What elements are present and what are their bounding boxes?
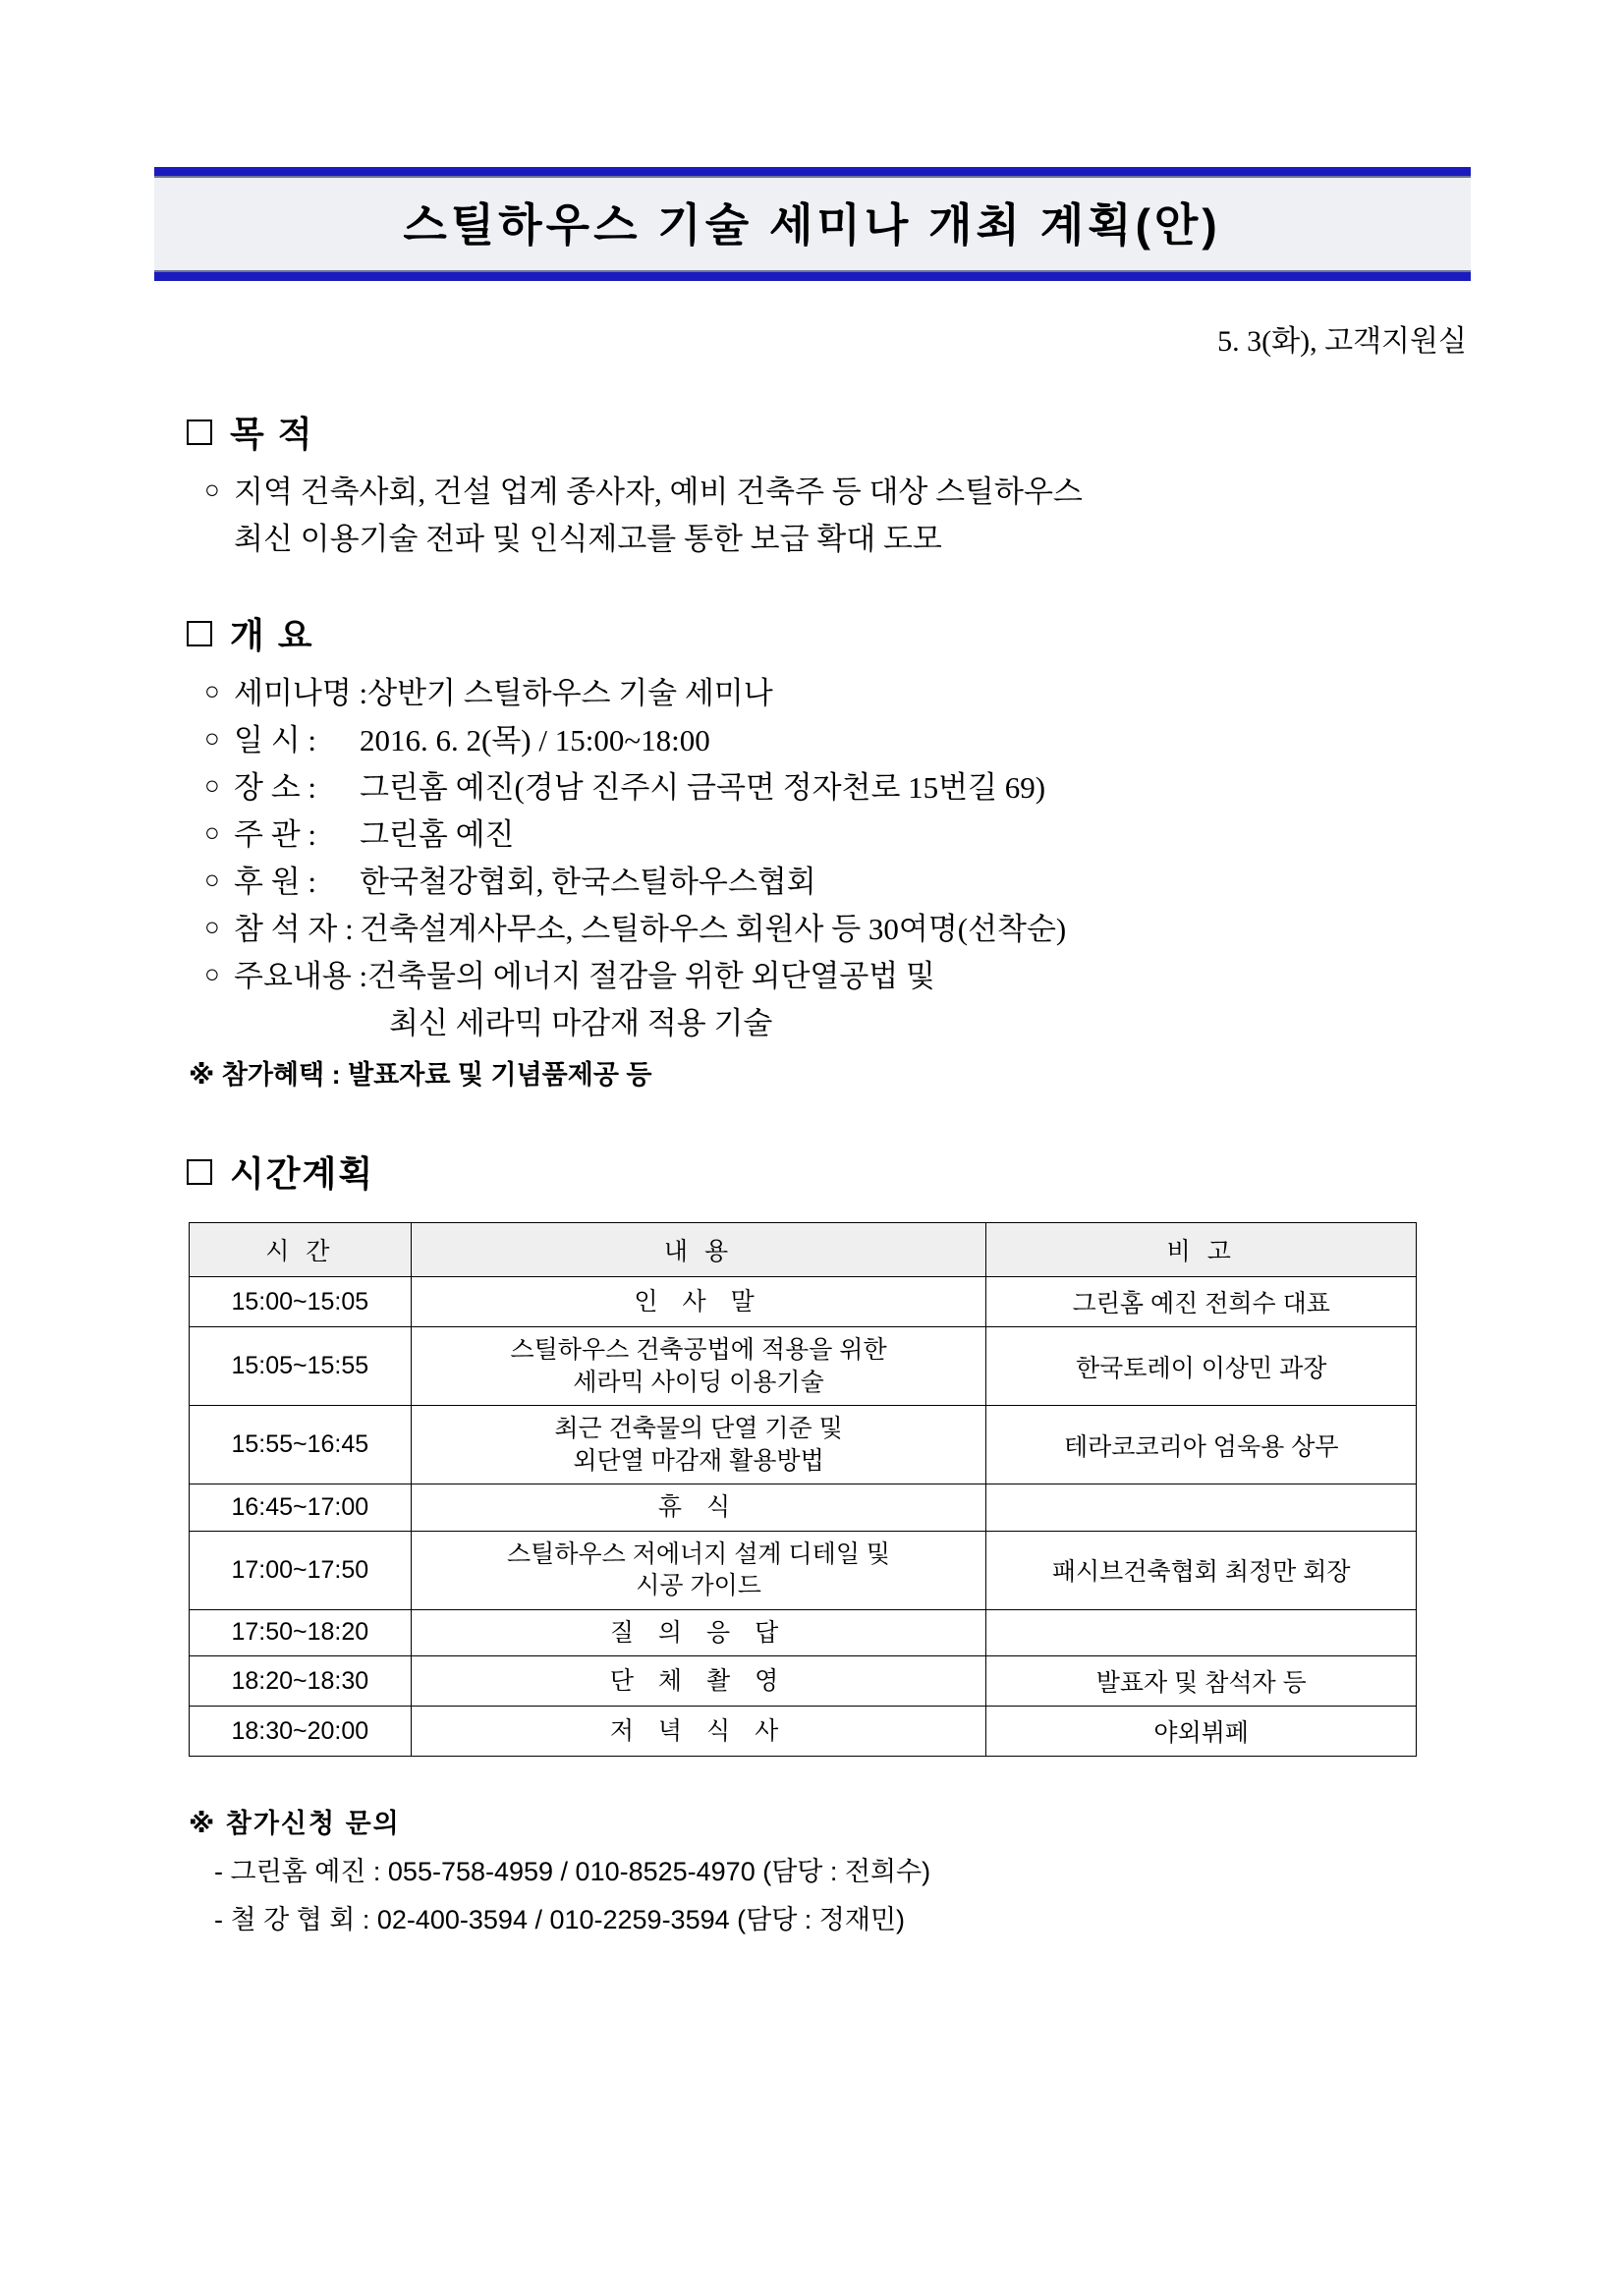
- cell-content: 저 녁 식 사: [411, 1707, 986, 1757]
- cell-time: 18:30~20:00: [190, 1707, 412, 1757]
- list-item: [204, 672, 1477, 715]
- item-value: 상반기 스틸하우스 기술 세미나: [367, 676, 773, 711]
- list-item: ○ 지역 건축사회, 건설 업계 종사자, 예비 건축주 등 대상 스틸하우스: [204, 471, 1477, 514]
- item-label: 참 석 자 :: [234, 912, 354, 947]
- cell-content: 스틸하우스 저에너지 설계 디테일 및 시공 가이드: [411, 1531, 986, 1609]
- item-label: 세미나명 :: [234, 676, 368, 711]
- document-subtitle: 5. 3(화), 고객지원실: [1217, 325, 1467, 358]
- cell-time: 15:55~16:45: [190, 1406, 412, 1484]
- cell-time: 15:05~15:55: [190, 1327, 412, 1406]
- table-row: [190, 1656, 1417, 1707]
- table-row: [190, 1531, 1417, 1609]
- item-value: 건축물의 에너지 절감을 위한 외단열공법 및: [367, 959, 935, 994]
- item-label: 주요내용 :: [234, 959, 368, 994]
- page-title: 스틸하우스 기술 세미나 개최 계획(안): [403, 199, 1221, 251]
- cell-remark: 그린홈 예진 전희수 대표: [986, 1277, 1417, 1327]
- cell-time: 18:20~18:30: [190, 1656, 412, 1707]
- item-value: 한국철강협회, 한국스틸하우스협회: [360, 865, 816, 900]
- table-header-row: [190, 1223, 1417, 1277]
- item-label: 주 관 :: [234, 817, 317, 853]
- schedule-table: [189, 1222, 1417, 1757]
- list-item-continuation: 최신 세라믹 마감재 적용 기술: [389, 1006, 773, 1041]
- circle-bullet-icon: ○: [204, 913, 220, 942]
- list-item: [204, 955, 1477, 998]
- cell-content: 단 체 촬 영: [411, 1656, 986, 1707]
- circle-bullet-icon: ○: [204, 866, 220, 895]
- cell-time: 16:45~17:00: [190, 1484, 412, 1532]
- list-item: [204, 719, 1477, 762]
- cell-time: 17:50~18:20: [190, 1609, 412, 1656]
- table-row: [190, 1406, 1417, 1484]
- list-item: [204, 813, 1477, 857]
- column-header-content: 내 용: [411, 1223, 986, 1277]
- section-overview-body: [147, 672, 1477, 1045]
- list-item: [204, 861, 1477, 904]
- cell-remark: 발표자 및 참석자 등: [986, 1656, 1417, 1707]
- cell-remark: 한국토레이 이상민 과장: [986, 1327, 1417, 1406]
- cell-remark: 패시브건축협회 최정만 회장: [986, 1531, 1417, 1609]
- section-purpose-body: [147, 471, 1477, 561]
- section-overview-heading: 개 요: [147, 608, 1477, 658]
- cell-content: 인 사 말: [411, 1277, 986, 1327]
- section-purpose: [147, 407, 1477, 561]
- circle-bullet-icon: ○: [204, 677, 220, 706]
- item-label: 일 시 :: [234, 723, 317, 758]
- section-schedule-heading: 시간계획: [147, 1147, 1477, 1197]
- square-bullet-icon: [187, 1159, 212, 1185]
- table-row: [190, 1609, 1417, 1656]
- column-header-remark: 비 고: [986, 1223, 1417, 1277]
- cell-content: 질 의 응 답: [411, 1609, 986, 1656]
- circle-bullet-icon: ○: [204, 724, 220, 754]
- circle-bullet-icon: ○: [204, 771, 220, 801]
- column-header-time: 시 간: [190, 1223, 412, 1277]
- square-bullet-icon: [187, 420, 212, 445]
- contact-row: - 그린홈 예진 : 055-758-4959 / 010-8525-4970 (담당 : 전희수): [214, 1857, 931, 1887]
- cell-time: 15:00~15:05: [190, 1277, 412, 1327]
- circle-bullet-icon: ○: [204, 960, 220, 989]
- title-banner: [154, 167, 1471, 281]
- item-label: 후 원 :: [234, 865, 317, 900]
- item-label: 장 소 :: [234, 770, 317, 806]
- contact-heading: ※ 참가신청 문의: [189, 1809, 401, 1839]
- section-overview: [147, 608, 1477, 1092]
- contact-row: - 철 강 협 회 : 02-400-3594 / 010-2259-3594 (담당 : 정재민): [214, 1905, 906, 1935]
- table-row: [190, 1277, 1417, 1327]
- cell-content: 최근 건축물의 단열 기준 및 외단열 마감재 활용방법: [411, 1406, 986, 1484]
- circle-bullet-icon: ○: [204, 476, 220, 504]
- benefit-note: ※ 참가혜택 : 발표자료 및 기념품제공 등: [189, 1060, 652, 1091]
- cell-content: 스틸하우스 건축공법에 적용을 위한 세라믹 사이딩 이용기술: [411, 1327, 986, 1406]
- cell-remark: [986, 1609, 1417, 1656]
- cell-remark: 테라코코리아 엄욱용 상무: [986, 1406, 1417, 1484]
- circle-bullet-icon: ○: [204, 818, 220, 848]
- square-bullet-icon: [187, 621, 212, 646]
- table-row: [190, 1484, 1417, 1532]
- item-value: 그린홈 예진(경남 진주시 금곡면 정자천로 15번길 69): [360, 770, 1046, 806]
- list-item-continuation: 최신 이용기술 전파 및 인식제고를 통한 보급 확대 도모: [234, 522, 942, 557]
- list-item: [204, 766, 1477, 810]
- schedule-table-wrapper: [147, 1222, 1477, 1757]
- item-value: 그린홈 예진: [360, 817, 515, 853]
- cell-content: 휴 식: [411, 1484, 986, 1532]
- contact-block: [147, 1802, 1477, 1936]
- section-schedule: [147, 1147, 1477, 1757]
- cell-remark: 야외뷔페: [986, 1707, 1417, 1757]
- item-value: 건축설계사무소, 스틸하우스 회원사 등 30여명(선착순): [360, 912, 1067, 947]
- item-value: 2016. 6. 2(목) / 15:00~18:00: [360, 723, 710, 758]
- table-row: [190, 1327, 1417, 1406]
- table-row: [190, 1707, 1417, 1757]
- cell-remark: [986, 1484, 1417, 1532]
- list-item: [204, 908, 1477, 951]
- section-purpose-heading: 목 적: [147, 407, 1477, 457]
- cell-time: 17:00~17:50: [190, 1531, 412, 1609]
